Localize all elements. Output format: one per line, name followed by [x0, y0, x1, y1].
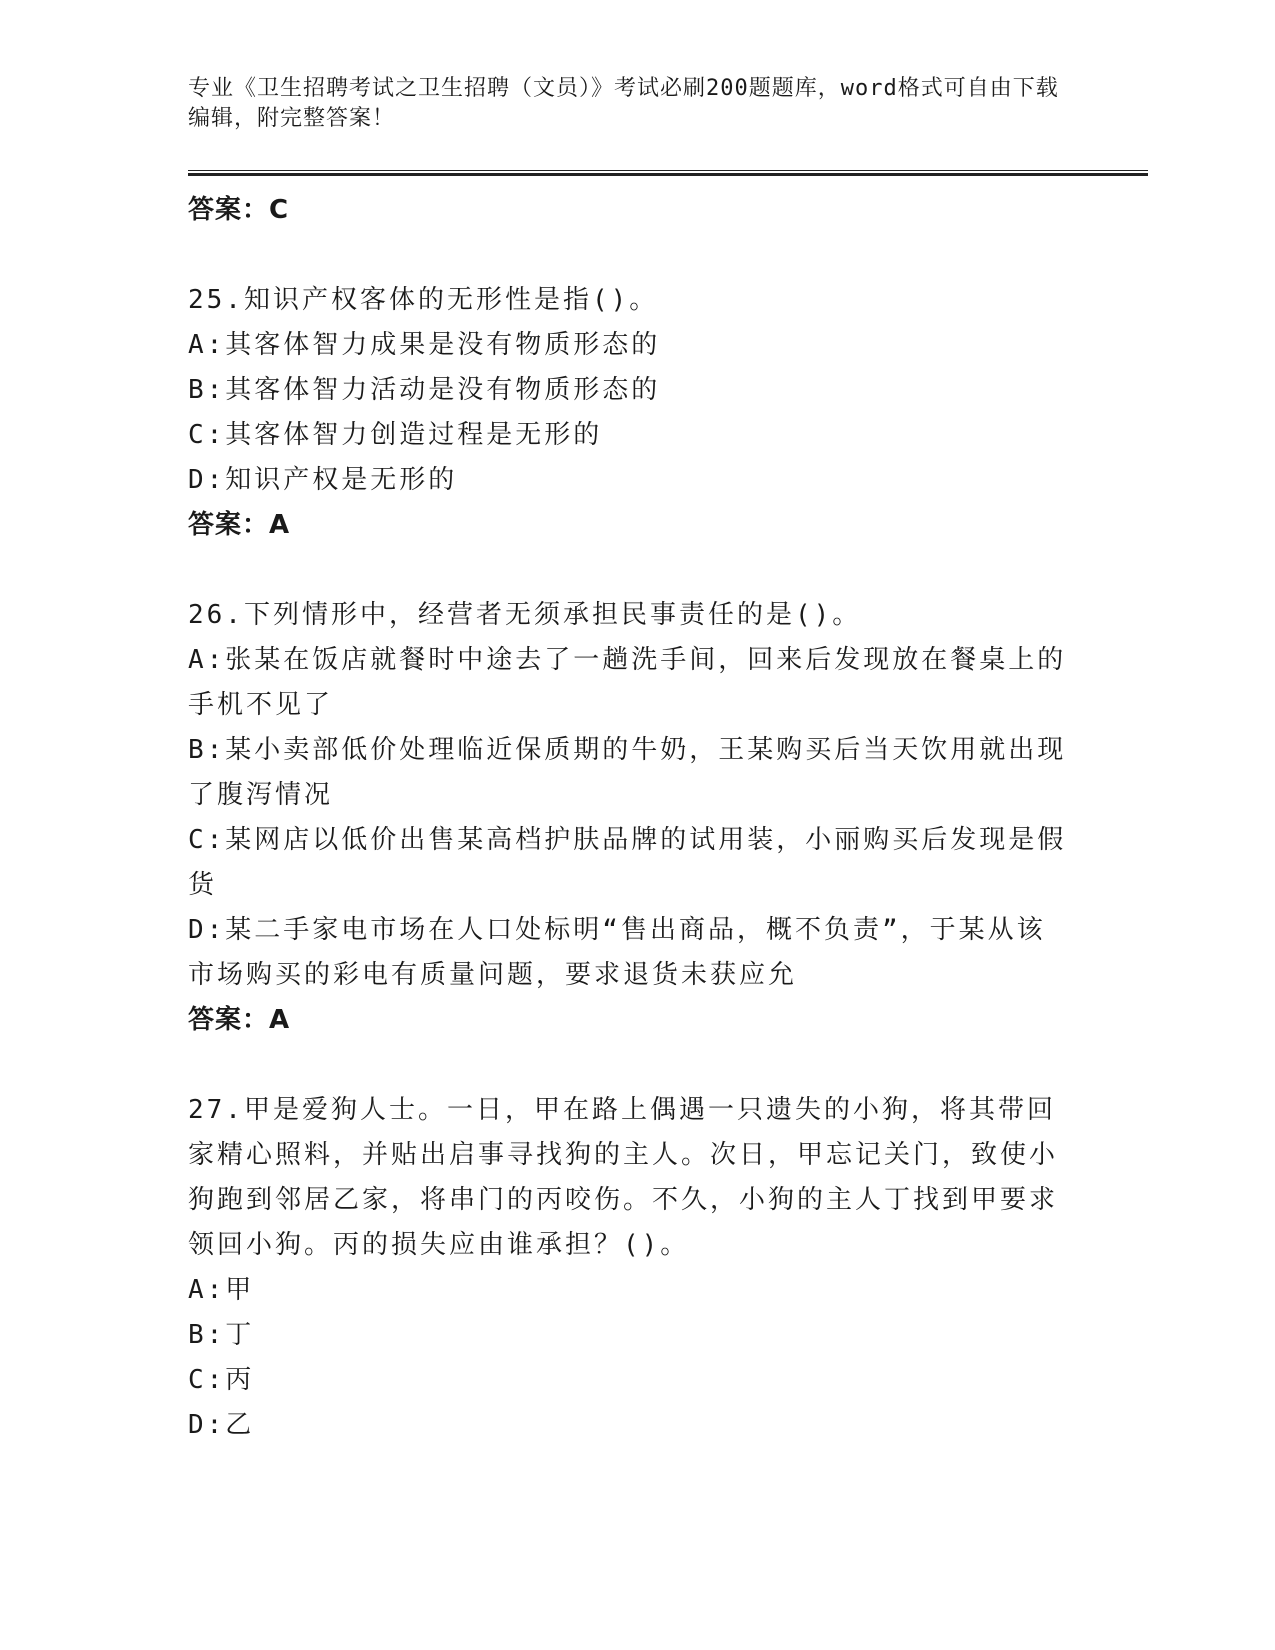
option-d: D:乙	[188, 1410, 255, 1440]
header-rule	[188, 170, 1148, 176]
option-d: D:某二手家电市场在人口处标明“售出商品，概不负责”，于某从该市场购买的彩电有质量问题，要求退货未获应允	[188, 915, 1046, 990]
option-b: B:丁	[188, 1320, 255, 1350]
option-b: B:某小卖部低价处理临近保质期的牛奶，王某购买后当天饮用就出现了腹泻情况	[188, 735, 1067, 810]
question-26	[188, 593, 1148, 1042]
document-header: 专业《卫生招聘考试之卫生招聘（文员）》考试必刷200题题库，word格式可自由下载编辑，附完整答案！	[188, 76, 1059, 131]
option-c: C:其客体智力创造过程是无形的	[188, 420, 603, 450]
option-c: C:某网店以低价出售某高档护肤品牌的试用装，小丽购买后发现是假货	[188, 825, 1067, 900]
question-25	[188, 278, 1148, 547]
answer-24: 答案：C	[188, 195, 290, 225]
option-c: C:丙	[188, 1365, 255, 1395]
option-a: A:甲	[188, 1275, 255, 1305]
option-a: A:张某在饭店就餐时中途去了一趟洗手间，回来后发现放在餐桌上的手机不见了	[188, 645, 1067, 720]
answer-25: 答案：A	[188, 510, 291, 540]
question-stem: 25.知识产权客体的无形性是指()。	[188, 285, 659, 315]
option-a: A:其客体智力成果是没有物质形态的	[188, 330, 661, 360]
option-b: B:其客体智力活动是没有物质形态的	[188, 375, 661, 405]
document-page	[188, 0, 1148, 1448]
question-27	[188, 1088, 1148, 1448]
question-stem: 27.甲是爱狗人士。一日，甲在路上偶遇一只遗失的小狗，将其带回家精心照料，并贴出启事寻找狗的主人。次日，甲忘记关门，致使小狗跑到邻居乙家，将串门的丙咬伤。不久，小狗的主人丁找到甲要求领回小狗。丙的损失应由谁承担？()。	[188, 1095, 1059, 1260]
question-stem: 26.下列情形中，经营者无须承担民事责任的是()。	[188, 600, 862, 630]
answer-26: 答案：A	[188, 1005, 291, 1035]
option-d: D:知识产权是无形的	[188, 465, 458, 495]
